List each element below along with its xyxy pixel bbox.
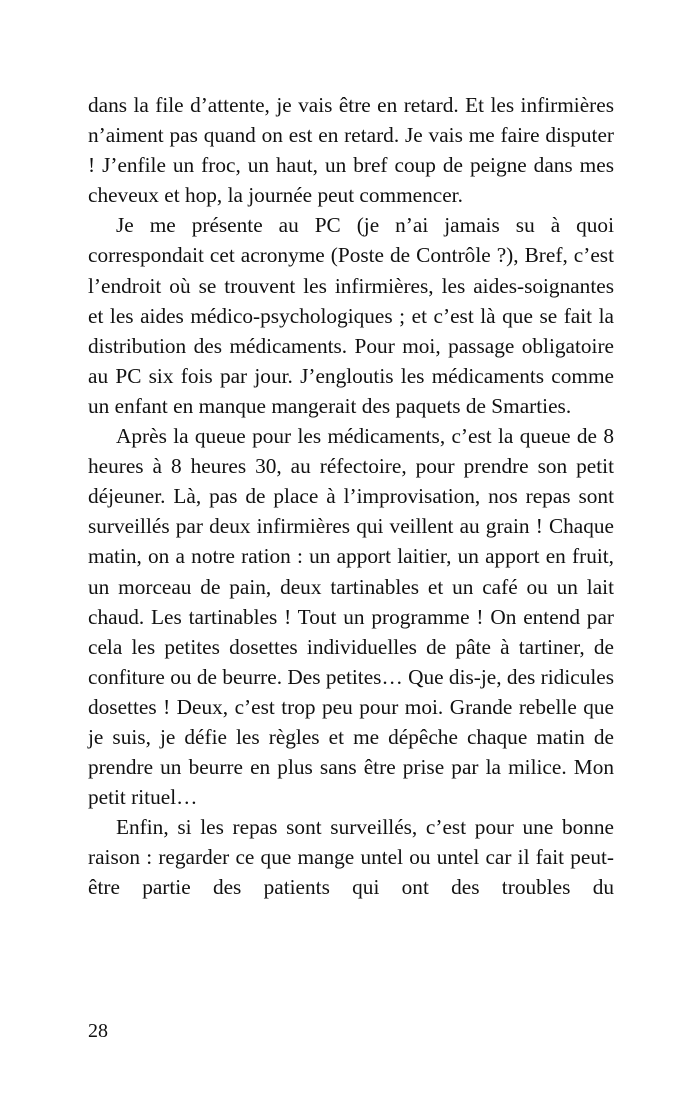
paragraph-4: Enfin, si les repas sont surveillés, c’est pour une bonne raison : regarder ce que mange untel ou untel car il fait peut-être partie des patients qui ont des troubles du [88, 815, 614, 900]
paragraph-2: Je me présente au PC (je n’ai jamais su à quoi correspondait cet acronyme (Poste de Contrôle ?), Bref, c’est l’endroit où se trouvent les infirmières, les aides-soignantes et les aides médico-psychologiques ; et c’est là que se fait la distribution des médicaments. Pour moi, passage obligatoire au PC six fois par jour. J’engloutis les médicaments comme un enfant en manque mangerait des paquets de Smarties. [88, 213, 614, 418]
paragraph-3: Après la queue pour les médicaments, c’est la queue de 8 heures à 8 heures 30, au réfectoire, pour prendre son petit déjeuner. Là, pas de place à l’improvisation, nos repas sont surveillés par deux infirmières qui veillent au grain ! Chaque matin, on a notre ration : un apport laitier, un apport en fruit, un morceau de pain, deux tartinables et un café ou un lait chaud. Les tartinables ! Tout un programme ! On entend par cela les petites dosettes individuelles de pâte à tartiner, de confiture ou de beurre. Des petites… Que dis-je, des ridicules dosettes ! Deux, c’est trop peu pour moi. Grande rebelle que je suis, je défie les règles et me dépêche chaque matin de prendre un beurre en plus sans être prise par la milice. Mon petit rituel… [88, 424, 614, 810]
paragraph-1: dans la file d’attente, je vais être en retard. Et les infirmières n’aiment pas quand on est en retard. Je vais me faire disputer ! J’enfile un froc, un haut, un bref coup de peigne dans mes cheveux et hop, la journée peut commencer. [88, 93, 614, 208]
body-text [88, 90, 614, 903]
page-number: 28 [88, 1020, 108, 1042]
